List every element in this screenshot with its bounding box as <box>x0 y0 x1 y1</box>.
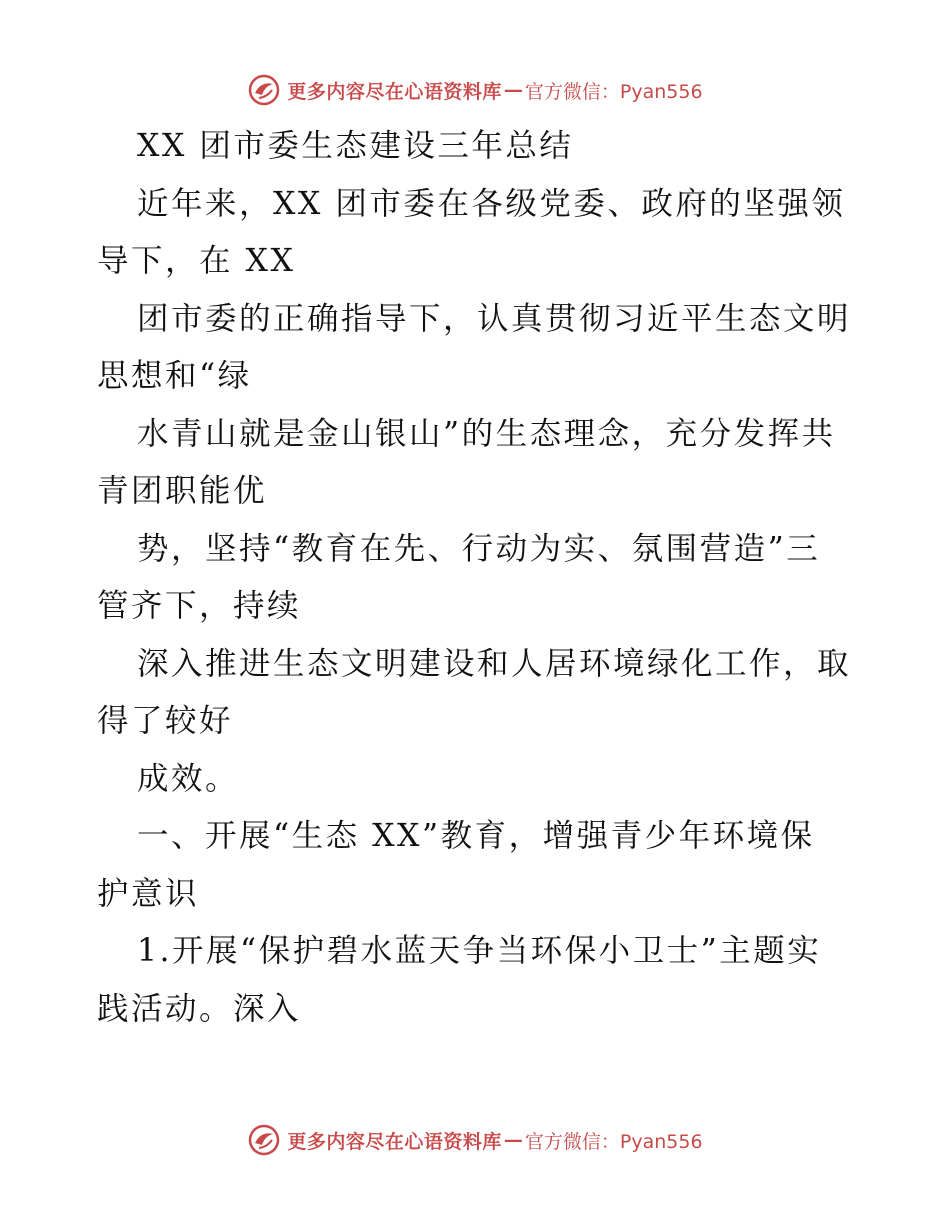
swirl-logo-icon <box>247 73 281 107</box>
paragraph-line: 水青山就是金山银山”的生态理念，充分发挥共 <box>137 415 836 452</box>
section-heading: 一、开展“生态 XX”教育，增强青少年环境保 <box>137 818 815 854</box>
paragraph-line: 管齐下，持续 <box>97 588 302 624</box>
banner-dash: — <box>503 79 523 101</box>
banner-wechat-text: 官方微信：Pyan556 <box>524 1130 703 1153</box>
paragraph-line: 导下，在 XX <box>97 243 296 279</box>
swirl-logo-icon <box>247 1123 281 1157</box>
banner-wechat-text: 官方微信：Pyan556 <box>524 80 703 103</box>
paragraph-line: 近年来，XX 团市委在各级党委、政府的坚强领 <box>137 185 846 222</box>
banner-main-text: 更多内容尽在心语资料库 <box>287 80 502 103</box>
paragraph-line: 势，坚持“教育在先、行动为实、氛围营造”三 <box>137 530 821 567</box>
paragraph-line: 团市委的正确指导下，认真贯彻习近平生态文明 <box>137 300 852 337</box>
document-body <box>97 118 857 1038</box>
paragraph-line: 深入推进生态文明建设和人居环境绿化工作，取 <box>137 645 852 682</box>
document-title: XX 团市委生态建设三年总结 <box>137 128 574 164</box>
paragraph-line: 践活动。深入 <box>97 990 302 1027</box>
banner-dash: — <box>503 1129 523 1151</box>
banner-main-text: 更多内容尽在心语资料库 <box>287 1130 502 1153</box>
paragraph-line: 得了较好 <box>97 703 234 739</box>
section-heading: 护意识 <box>97 875 200 912</box>
paragraph-line: 青团职能优 <box>97 473 268 509</box>
footer-banner <box>0 1120 950 1160</box>
header-banner <box>0 70 950 110</box>
paragraph-line: 思想和“绿 <box>97 358 252 394</box>
paragraph-line: 成效。 <box>137 760 240 797</box>
subsection-heading: 1.开展“保护碧水蓝天争当环保小卫士”主题实 <box>137 933 822 969</box>
